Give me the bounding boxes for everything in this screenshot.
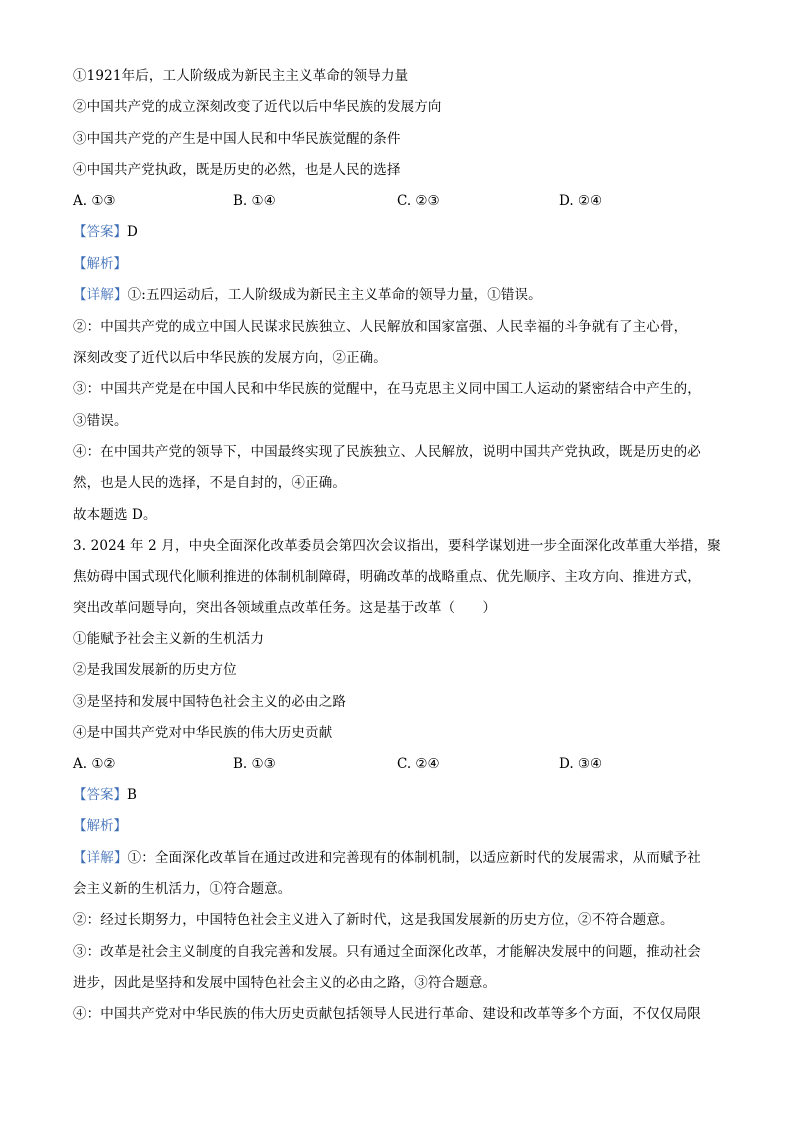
q3-options	[73, 755, 721, 773]
q3-detail-5: 进步，因此是坚持和发展中国特色社会主义的必由之路，③符合题意。	[73, 975, 497, 991]
q3-option-c: C. ②④	[397, 756, 440, 772]
answer-tag: 【答案】	[73, 224, 127, 240]
q3-option-d: D. ③④	[559, 756, 603, 772]
analysis-tag: 【解析】	[73, 256, 127, 272]
q2-detail-4: ③：中国共产党是在中国人民和中华民族的觉醒中，在马克思主义同中国工人运动的紧密结合中产生的，	[73, 381, 701, 397]
answer-value: B	[127, 787, 137, 803]
q3-stem-3: 突出改革问题导向，突出各领域重点改革任务。这是基于改革（ ）	[73, 600, 497, 616]
answer-value: D	[127, 224, 138, 240]
q3-detail-3: ②：经过长期努力，中国特色社会主义进入了新时代，这是我国发展新的历史方位，②不符合题意。	[73, 912, 674, 928]
q2-detail-2: ②：中国共产党的成立中国人民谋求民族独立、人民解放和国家富强、人民幸福的斗争就有了主心骨，	[73, 319, 688, 335]
q2-statement-1: ①1921年后，工人阶级成为新民主主义革命的领导力量	[73, 68, 409, 84]
q2-detail-1	[73, 286, 721, 304]
q2-detail-6: ④：在中国共产党的领导下，中国最终实现了民族独立、人民解放，说明中国共产党执政，既是历史的必	[73, 444, 701, 460]
q3-answer	[73, 786, 137, 804]
q2-statement-2: ②中国共产党的成立深刻改变了近代以后中华民族的发展方向	[73, 99, 442, 115]
analysis-tag: 【解析】	[73, 818, 127, 834]
q3-detail-4: ③：改革是社会主义制度的自我完善和发展。只有通过全面深化改革，才能解决发展中的问题，推动社会	[73, 944, 701, 960]
q2-option-c: C. ②③	[397, 193, 440, 209]
q3-analysis-heading	[73, 817, 127, 835]
q3-detail-1	[73, 849, 721, 867]
q2-answer	[73, 223, 138, 241]
q3-option-b: B. ①③	[233, 756, 276, 772]
detail-text: ①：全面深化改革旨在通过改进和完善现有的体制机制，以适应新时代的发展需求，从而赋予社	[127, 850, 701, 866]
q2-option-d: D. ②④	[559, 193, 603, 209]
q2-statement-3: ③中国共产党的产生是中国人民和中华民族觉醒的条件	[73, 131, 401, 147]
q3-statement-3: ③是坚持和发展中国特色社会主义的必由之路	[73, 694, 346, 710]
q3-statement-1: ①能赋予社会主义新的生机活力	[73, 631, 265, 647]
q2-options	[73, 192, 721, 210]
q3-stem-2: 焦妨碍中国式现代化顺利推进的体制机制障碍，明确改革的战略重点、优先顺序、主攻方向、推进方式，	[73, 569, 701, 585]
answer-tag: 【答案】	[73, 787, 127, 803]
q2-analysis-heading	[73, 255, 127, 273]
q3-detail-6: ④：中国共产党对中华民族的伟大历史贡献包括领导人民进行革命、建设和改革等多个方面，不仅仅局限	[73, 1006, 701, 1022]
q2-statement-4: ④中国共产党执政，既是历史的必然，也是人民的选择	[73, 162, 401, 178]
q2-option-a: A. ①③	[73, 193, 116, 209]
q3-detail-2: 会主义新的生机活力，①符合题意。	[73, 881, 292, 897]
q3-stem-1: 3. 2024 年 2 月，中央全面深化改革委员会第四次会议指出，要科学谋划进一步全面深化改革重大举措，聚	[73, 538, 721, 554]
q2-detail-7: 然，也是人民的选择，不是自封的，④正确。	[73, 475, 346, 491]
detail-tag: 【详解】	[73, 287, 128, 303]
q3-option-a: A. ①②	[73, 756, 116, 772]
q3-statement-2: ②是我国发展新的历史方位	[73, 662, 237, 678]
detail-text: ①:五四运动后，工人阶级成为新民主主义革命的领导力量，①错误。	[127, 287, 542, 303]
detail-tag: 【详解】	[73, 850, 128, 866]
q2-detail-5: ③错误。	[73, 413, 128, 429]
q2-detail-3: 深刻改变了近代以后中华民族的发展方向，②正确。	[73, 350, 387, 366]
q2-conclusion: 故本题选 D。	[73, 507, 157, 523]
q3-statement-4: ④是中国共产党对中华民族的伟大历史贡献	[73, 725, 333, 741]
q2-option-b: B. ①④	[233, 193, 276, 209]
